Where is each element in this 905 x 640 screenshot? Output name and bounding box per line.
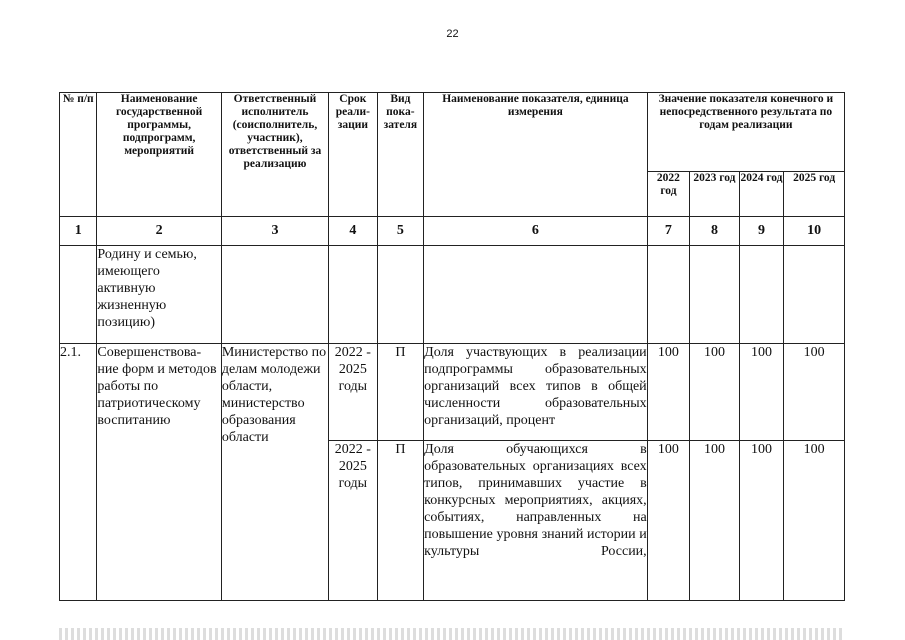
- page-number: 22: [446, 28, 459, 40]
- indicator-type: П: [377, 344, 424, 441]
- column-number: 5: [377, 217, 424, 246]
- row-number: 2.1.: [60, 344, 97, 601]
- header-program-name: Наименование государственной программы, подпрограмм, мероприятий: [97, 93, 221, 217]
- column-number: 3: [221, 217, 328, 246]
- column-number: 8: [690, 217, 740, 246]
- table-cell: [221, 246, 328, 344]
- activity-name: Совершенствова- ние форм и методов работы по патриотическому воспитанию: [97, 344, 221, 601]
- header-year-2024: 2024 год: [739, 172, 784, 217]
- indicators-table: [59, 92, 845, 601]
- table-cell: [784, 246, 845, 344]
- value-2025: 100: [784, 344, 845, 441]
- table-cell: [377, 246, 424, 344]
- column-number: 4: [329, 217, 378, 246]
- table-cell: [60, 246, 97, 344]
- table-row-continuation: [60, 246, 845, 344]
- column-number: 2: [97, 217, 221, 246]
- value-2023: 100: [690, 441, 740, 601]
- continuation-name: Родину и семью, имеющего активную жизненную позицию): [97, 246, 221, 344]
- column-number: 9: [739, 217, 784, 246]
- header-row: [60, 93, 845, 172]
- column-number-row: [60, 217, 845, 246]
- column-number: 6: [424, 217, 648, 246]
- header-year-2023: 2023 год: [690, 172, 740, 217]
- implementation-term: 2022 - 2025 годы: [329, 441, 378, 601]
- table-cell: [424, 246, 648, 344]
- header-num: № п/п: [60, 93, 97, 217]
- table-cell: [329, 246, 378, 344]
- table-cell: [690, 246, 740, 344]
- header-values-group: Значение показателя конечного и непосредственного результата по годам реализации: [647, 93, 844, 172]
- header-responsible: Ответственный исполнитель (соисполнитель, участник), ответственный за реализацию: [221, 93, 328, 217]
- value-2022: 100: [647, 441, 689, 601]
- indicator-name: [424, 344, 648, 441]
- indicator-name-text: Доля участвующих в реализации подпрограммы образовательных организаций всех типов в общей численности образовательных: [424, 345, 647, 411]
- scan-edge: [59, 628, 845, 640]
- column-number: 1: [60, 217, 97, 246]
- indicator-name: Доля обучающихся в образовательных организациях всех типов, принимавших участие в конкурсных мероприятиях, акциях, событиях, направленных на повышение уровня знаний истории и культуры России,: [424, 441, 648, 601]
- value-2024: 100: [739, 344, 784, 441]
- value-2024: 100: [739, 441, 784, 601]
- table-cell: [739, 246, 784, 344]
- table-row-2-1-indicator-1: [60, 344, 845, 441]
- header-indicator-name: Наименование показателя, единица измерения: [424, 93, 648, 217]
- responsible-executor: Министерство по делам молодежи области, министерство образования области: [221, 344, 328, 601]
- implementation-term: 2022 - 2025 годы: [329, 344, 378, 441]
- table-cell: [647, 246, 689, 344]
- value-2023: 100: [690, 344, 740, 441]
- column-number: 7: [647, 217, 689, 246]
- value-2022: 100: [647, 344, 689, 441]
- header-term: Срок реали- зации: [329, 93, 378, 217]
- value-2025: 100: [784, 441, 845, 601]
- header-year-2022: 2022 год: [647, 172, 689, 217]
- header-year-2025: 2025 год: [784, 172, 845, 217]
- indicator-name-last-line: организаций, процент: [424, 413, 556, 428]
- header-indicator-type: Вид пока- зателя: [377, 93, 424, 217]
- column-number: 10: [784, 217, 845, 246]
- indicator-type: П: [377, 441, 424, 601]
